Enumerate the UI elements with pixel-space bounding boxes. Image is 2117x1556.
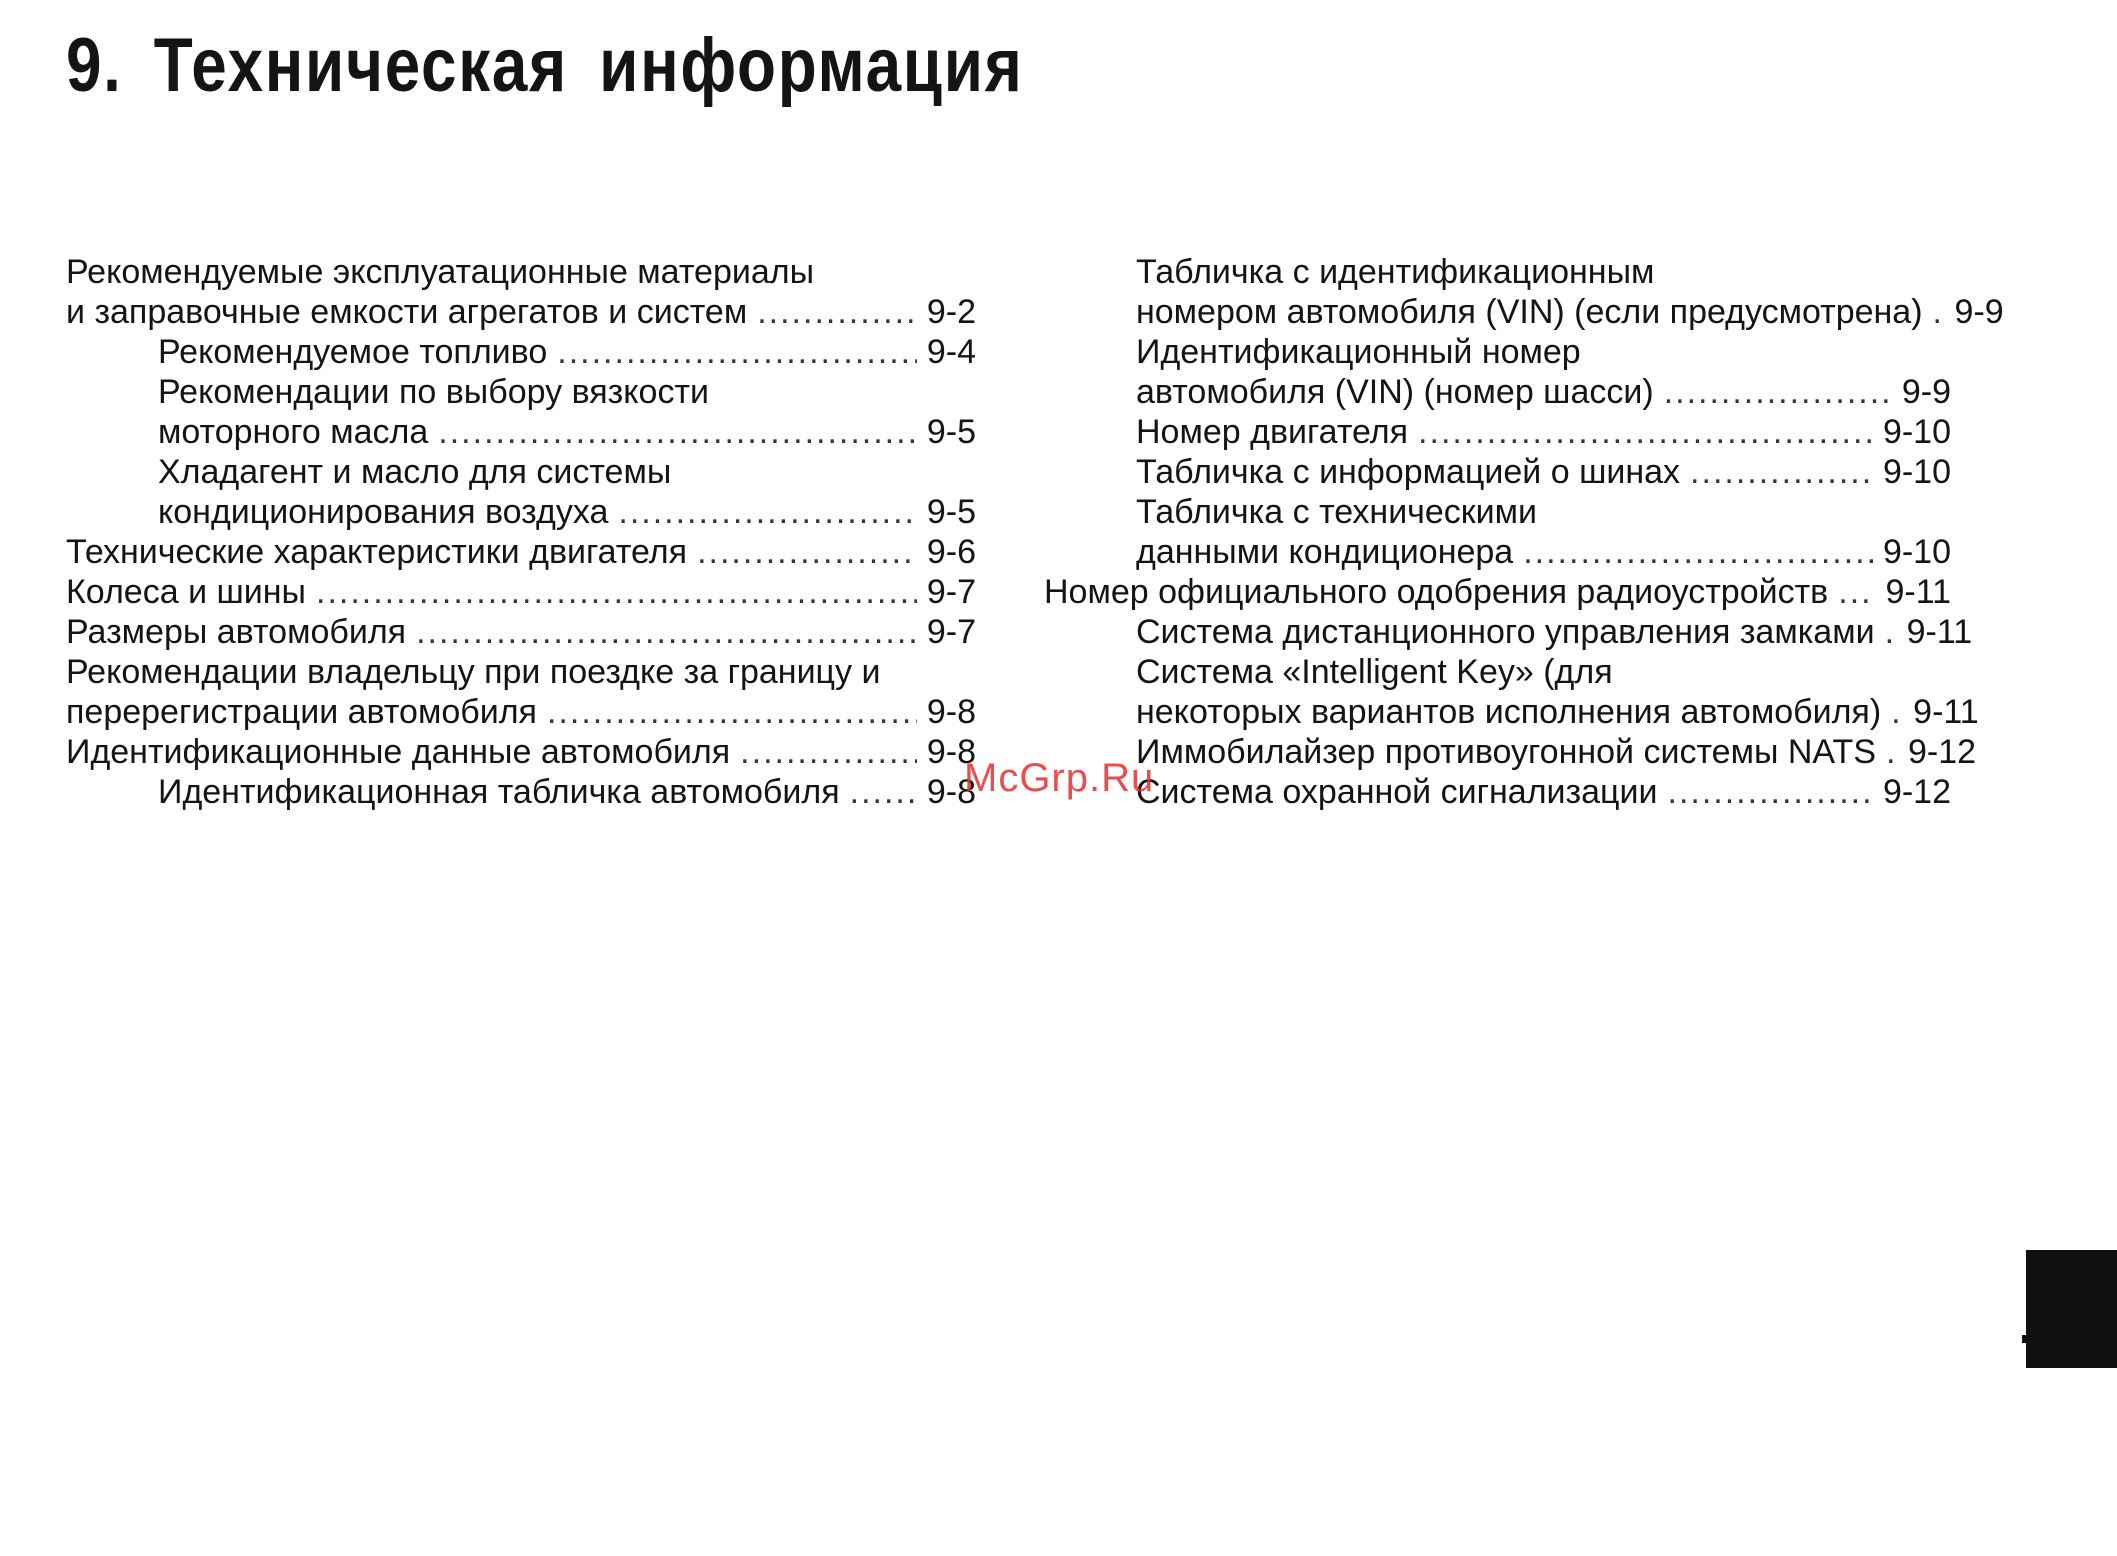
toc-line (1136, 372, 1951, 412)
dot-leader (1885, 612, 1897, 652)
toc-entry-text: Рекомендуемое топливо (158, 333, 548, 371)
thumb-tab-notch (2022, 1335, 2028, 1343)
toc-line (1136, 492, 1951, 532)
toc-entry[interactable] (66, 452, 976, 532)
dot-leader (1838, 572, 1875, 612)
dot-leader (850, 772, 917, 812)
toc-page-number: 9-6 (926, 533, 976, 571)
toc-line (1136, 292, 2004, 332)
toc-entry[interactable] (1044, 572, 1951, 612)
toc-entry[interactable] (1044, 652, 1979, 732)
toc-right-column (1044, 252, 2004, 812)
toc-entry-text: Рекомендуемые эксплуатационные материалы (66, 253, 815, 291)
toc-entry[interactable] (1044, 732, 1977, 772)
toc-page-number: 9-11 (1885, 573, 1951, 611)
toc-entry-text: номером автомобиля (VIN) (если предусмотрена) (1136, 293, 1923, 331)
toc-entry-text: Колеса и шины (66, 573, 306, 611)
toc-entry-text: Система «Intelligent Key» (для (1136, 653, 1613, 691)
toc-entry-text: Рекомендации владельцу при поездке за границу и (66, 653, 881, 691)
toc-line (66, 532, 976, 572)
toc-entry-text: Идентификационные данные автомобиля (66, 733, 731, 771)
dot-leader (618, 492, 916, 532)
toc-page-number: 9-5 (926, 413, 976, 451)
toc-entry-text: Номер официального одобрения радиоустройств (1044, 573, 1829, 611)
toc-entry-text: Технические характеристики двигателя (66, 533, 688, 571)
toc-entry[interactable] (66, 612, 976, 652)
toc-line (66, 732, 976, 772)
dot-leader (1933, 292, 1945, 332)
toc-line (1136, 732, 1977, 772)
dot-leader (438, 412, 917, 452)
toc-line (1136, 252, 1951, 292)
toc-entry[interactable] (1044, 612, 1973, 652)
toc-line (66, 692, 976, 732)
toc-left-column (66, 252, 976, 812)
toc-entry-text: некоторых вариантов исполнения автомобиля) (1136, 693, 1882, 731)
toc-line (1136, 612, 1973, 652)
toc-entry-text: Табличка с информацией о шинах (1136, 453, 1681, 491)
toc-line (1136, 652, 1951, 692)
toc-entry[interactable] (1044, 332, 1951, 412)
section-thumb-tab (2026, 1250, 2117, 1368)
toc-entry-text: Идентификационный номер (1136, 333, 1581, 371)
dot-leader (1418, 412, 1873, 452)
toc-page-number: 9-12 (1908, 733, 1977, 771)
toc-line (1136, 692, 1979, 732)
toc-page-number: 9-9 (1954, 293, 2004, 331)
toc-line (66, 572, 976, 612)
dot-leader (557, 332, 917, 372)
toc-page-number: 9-8 (926, 693, 976, 731)
toc-entry[interactable] (1044, 412, 1951, 452)
toc-entry-text: и заправочные емкости агрегатов и систем (66, 293, 748, 331)
toc-entry[interactable] (66, 772, 976, 812)
toc-page-number: 9-11 (1913, 693, 1979, 731)
toc-page-number: 9-7 (926, 573, 976, 611)
toc-entry-text: Хладагент и масло для системы (158, 453, 672, 491)
toc-line (1136, 452, 1951, 492)
dot-leader (697, 532, 917, 572)
toc-entry[interactable] (66, 332, 976, 372)
toc-entry[interactable] (66, 732, 976, 772)
toc-entry[interactable] (66, 652, 976, 732)
toc-page-number: 9-10 (1882, 413, 1951, 451)
toc-entry-text: Иммобилайзер противоугонной системы NATS (1136, 733, 1876, 771)
toc-entry-text: Табличка с техническими (1136, 493, 1538, 531)
dot-leader (1668, 772, 1873, 812)
toc-line (158, 412, 976, 452)
toc-entry[interactable] (1044, 252, 2004, 332)
toc-line (1136, 532, 1951, 572)
dot-leader (1523, 532, 1873, 572)
dot-leader (757, 292, 917, 332)
toc-page-number: 9-9 (1901, 373, 1951, 411)
toc-page-number: 9-2 (926, 293, 976, 331)
toc-entry[interactable] (1044, 772, 1951, 812)
toc-line (66, 652, 976, 692)
toc-line (1044, 572, 1951, 612)
dot-leader (1886, 732, 1898, 772)
toc-entry-text: Номер двигателя (1136, 413, 1409, 451)
toc-page-number: 9-10 (1882, 453, 1951, 491)
toc-line (66, 252, 976, 292)
toc-entry-text: данными кондиционера (1136, 533, 1514, 571)
toc-entry[interactable] (66, 572, 976, 612)
toc-entry-text: Табличка с идентификационным (1136, 253, 1655, 291)
dot-leader (316, 572, 917, 612)
toc-line (158, 772, 976, 812)
toc-entry-text: Размеры автомобиля (66, 613, 407, 651)
toc-line (66, 292, 976, 332)
toc-entry[interactable] (66, 372, 976, 452)
toc-entry-text: Система дистанционного управления замками (1136, 613, 1875, 651)
toc-page-number: 9-7 (926, 613, 976, 651)
toc-line (1136, 412, 1951, 452)
dot-leader (740, 732, 917, 772)
toc-entry-text: перерегистрации автомобиля (66, 693, 537, 731)
page-title: 9. Техническая информация (66, 23, 1024, 108)
toc-line (66, 612, 976, 652)
toc-page-number: 9-5 (926, 493, 976, 531)
toc-page-number: 9-8 (926, 733, 976, 771)
watermark: McGrp.Ru (964, 756, 1155, 800)
toc-entry-text: кондиционирования воздуха (158, 493, 609, 531)
toc-page-number: 9-12 (1882, 773, 1951, 811)
toc-entry[interactable] (1044, 492, 1951, 572)
dot-leader (1690, 452, 1873, 492)
toc-entry-text: Рекомендации по выбору вязкости (158, 373, 710, 411)
toc-line (158, 332, 976, 372)
toc-line (1136, 332, 1951, 372)
toc-entry-text: Идентификационная табличка автомобиля (158, 773, 840, 811)
toc-entry-text: Система охранной сигнализации (1136, 773, 1658, 811)
toc-entry-text: автомобиля (VIN) (номер шасси) (1136, 373, 1654, 411)
dot-leader (1664, 372, 1892, 412)
toc-page-number: 9-4 (926, 333, 976, 371)
toc-line (158, 372, 976, 412)
toc-line (158, 452, 976, 492)
toc-line (158, 492, 976, 532)
dot-leader (547, 692, 917, 732)
toc-entry[interactable] (66, 252, 976, 332)
toc-entry[interactable] (1044, 452, 1951, 492)
toc-page-number: 9-10 (1882, 533, 1951, 571)
toc-entry-text: моторного масла (158, 413, 429, 451)
toc-page-number: 9-8 (926, 773, 976, 811)
dot-leader (1891, 692, 1903, 732)
toc-line (1136, 772, 1951, 812)
toc-entry[interactable] (66, 532, 976, 572)
dot-leader (416, 612, 917, 652)
toc-page-number: 9-11 (1906, 613, 1973, 651)
